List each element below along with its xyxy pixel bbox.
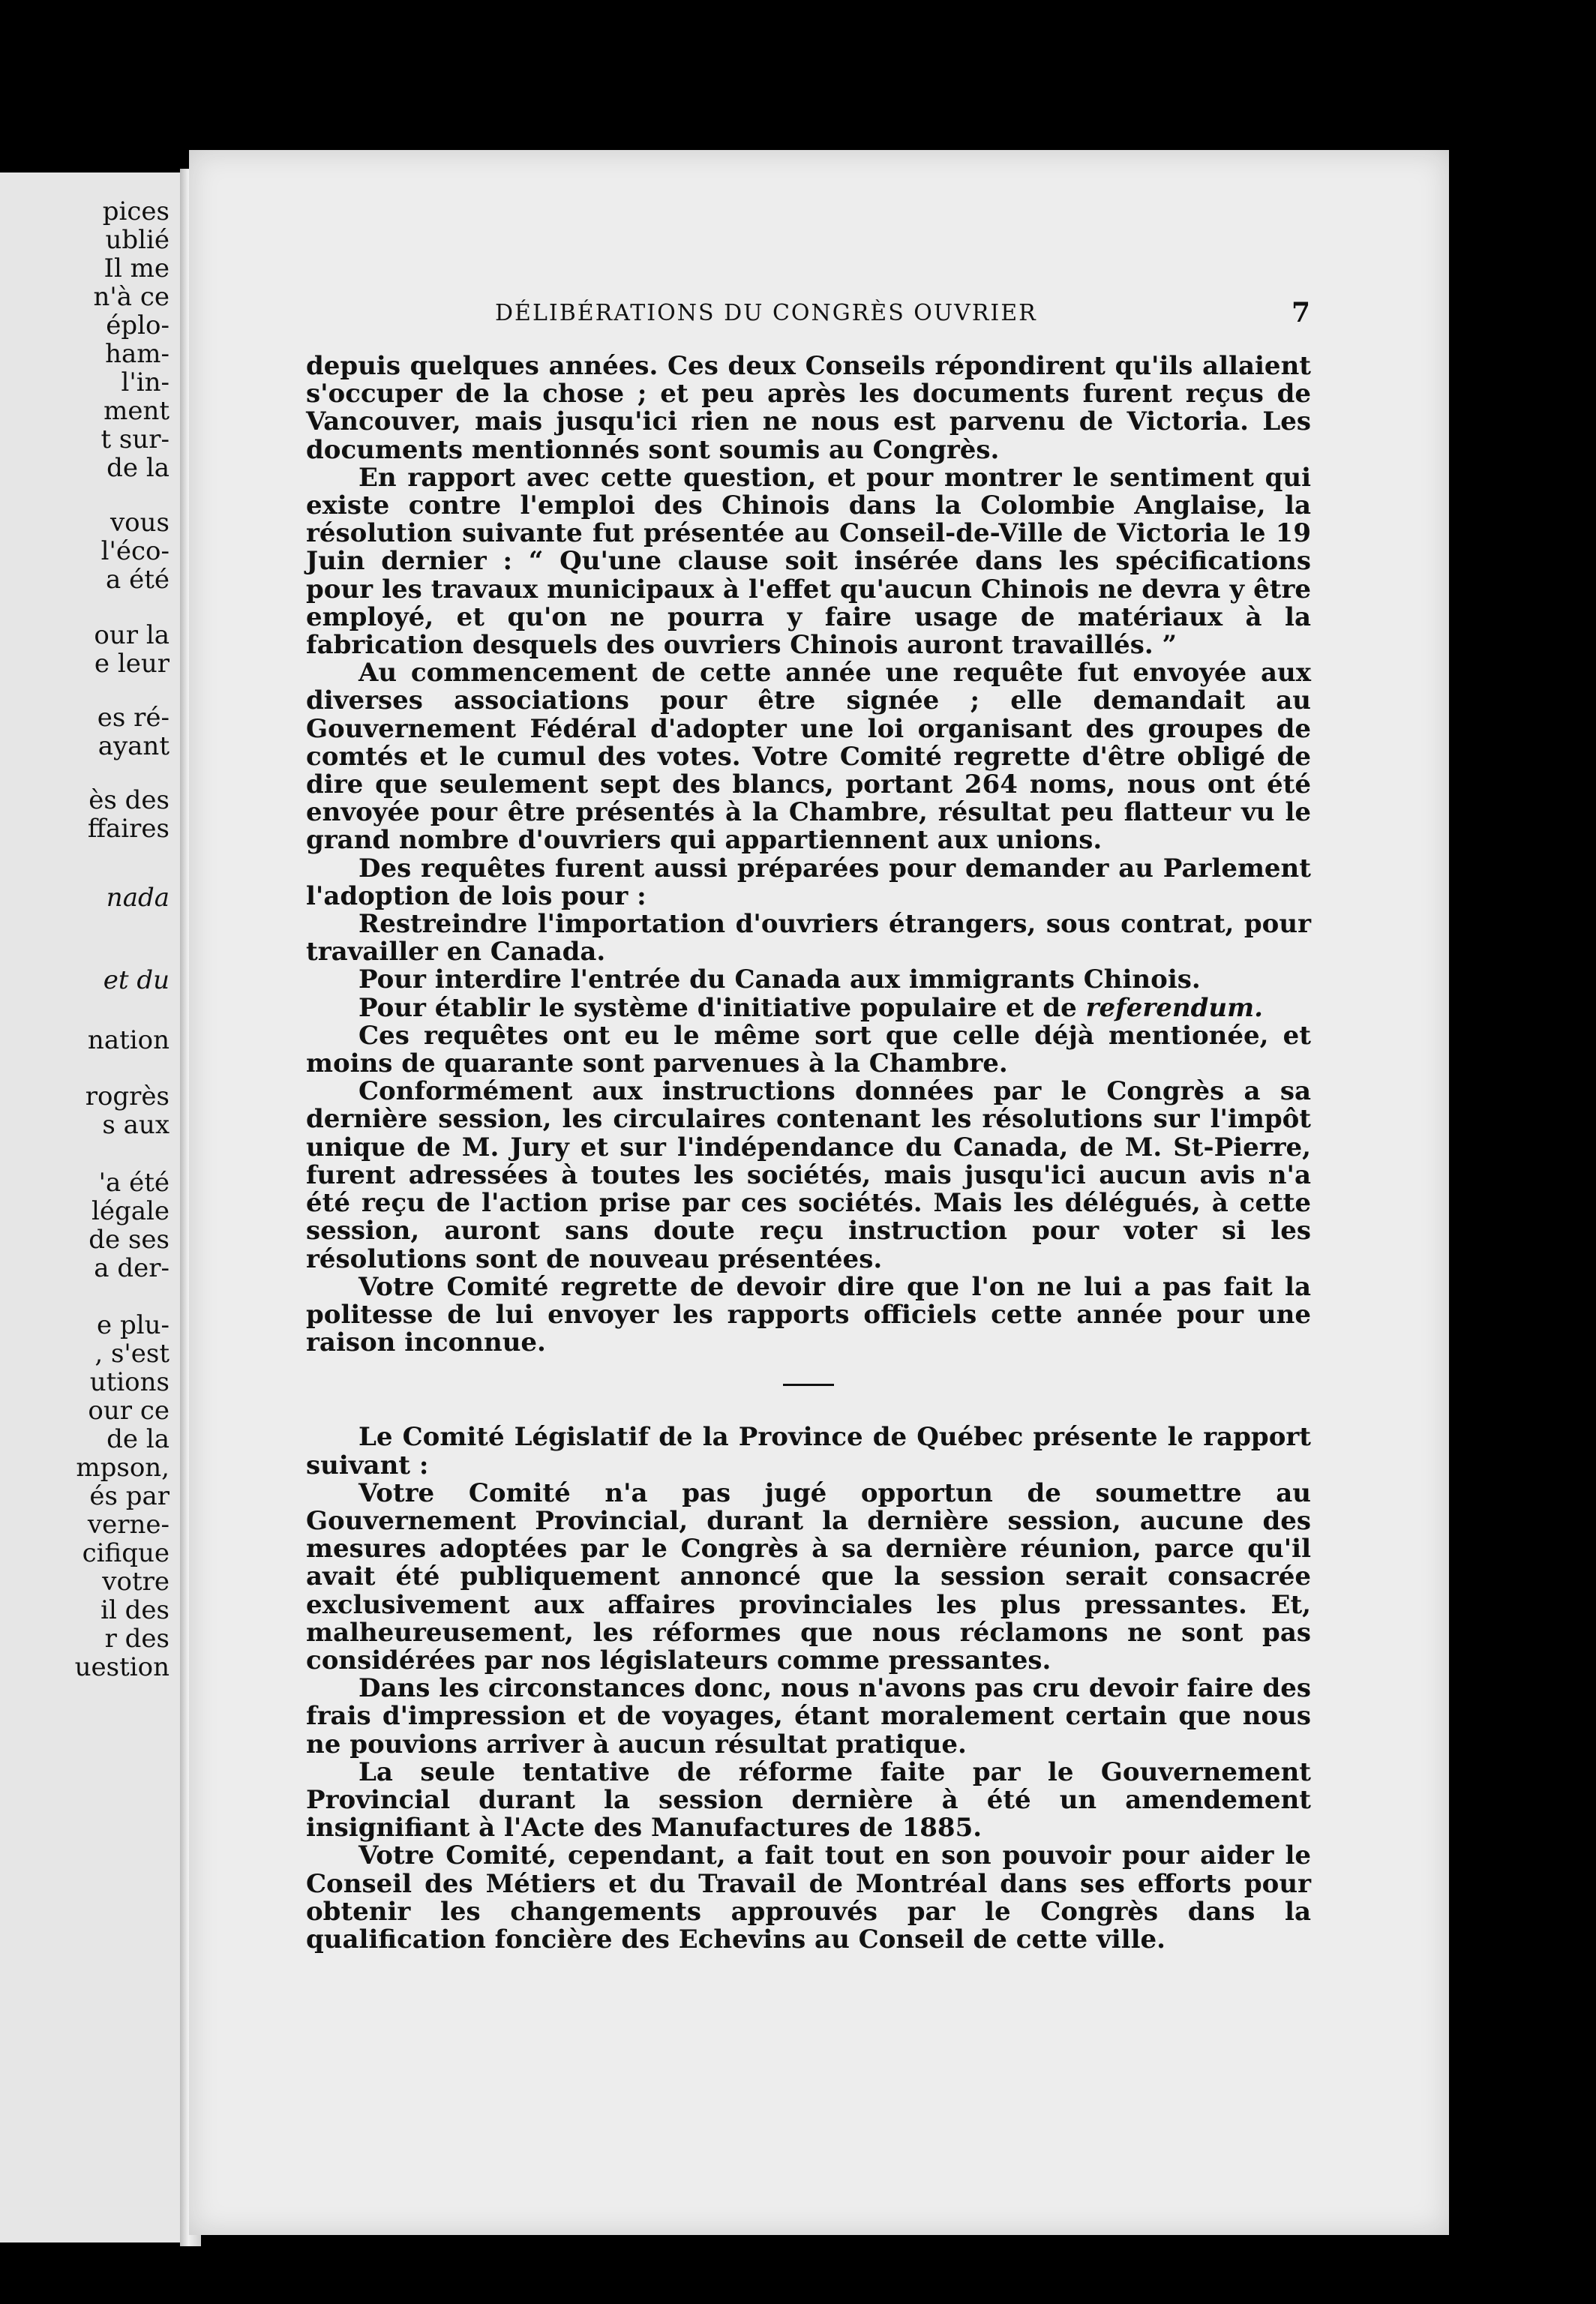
left-page-text-fragment: de la (106, 1424, 170, 1454)
left-page-text-fragment: cifique (82, 1538, 170, 1568)
left-page-text-fragment: e plu- (97, 1310, 170, 1340)
left-page-text-fragment: 'a été (98, 1168, 170, 1198)
left-page-text-fragment: ayant (98, 731, 170, 761)
left-page-text-fragment: rogrès (85, 1082, 170, 1112)
paragraph: Votre Comité n'a pas jugé opportun de soumettre au Gouvernement Provincial, durant la dernière session, aucune des mesures adoptées par le Congrès à sa dernière réunion, parce qu'il avait été publiquement annoncé que la session serait consacrée exclusivement aux affaires provinciales les plus pressantes. Et, malheureusement, les réformes que nous réclamons ne sont pas considérées par nos législateurs comme pressantes. (306, 1478, 1311, 1676)
left-page-text-fragment: verne- (87, 1510, 170, 1540)
left-page-text-fragment: éplo- (106, 310, 170, 340)
paragraph (306, 994, 1311, 1022)
left-page-text-fragment: vous (110, 508, 170, 538)
paragraph: En rapport avec cette question, et pour montrer le sentiment qui existe contre l'emploi des Chinois dans la Colombie Anglaise, la résolution suivante fut présentée au Conseil-de-Ville de Victoria le 19 Juin dernier : “ Qu'une clause soit insérée dans les spécifications pour les travaux municipaux à l'effet qu'aucun Chinois ne devra y être employé, et qu'on ne pourra y faire usage de matériaux à la fabrication desquels des ouvriers Chinois auront travaillés. ” (306, 462, 1311, 661)
emphasis: referendum. (1085, 992, 1263, 1023)
left-page-edge (0, 172, 180, 2242)
left-page-text-fragment: votre (102, 1567, 170, 1597)
left-page-text-fragment: Il me (104, 254, 170, 284)
page-body (306, 352, 1311, 1954)
left-page-text-fragment: l'éco- (100, 536, 170, 566)
paragraph: Au commencement de cette année une requête fut envoyée aux diverses associations pour être signée ; elle demandait au Gouvernement Fédéral d'adopter une loi organisant des groupes de comtés et le cumul des votes. Votre Comité regrette d'être obligé de dire que seulement sept des blancs, portant 264 noms, nous ont été envoyée pour être présentés à la Chambre, résultat peu flatteur vu le grand nombre d'ouvriers qui appartiennent aux unions. (306, 658, 1311, 856)
paragraph: Votre Comité, cependant, a fait tout en son pouvoir pour aider le Conseil des Métiers et du Travail de Montréal dans ses efforts pour obtenir les changements approuvés par le Congrès dans la qualification foncière des Echevins au Conseil de cette ville. (306, 1840, 1311, 1954)
paragraph: depuis quelques années. Ces deux Conseils répondirent qu'ils allaient s'occuper de la chose ; et peu après les documents furent reçus de Vancouver, mais jusqu'ici rien ne nous est parvenu de Victoria. Les documents mentionnés sont soumis au Congrès. (306, 351, 1311, 465)
left-page-text-fragment: ffaires (87, 814, 170, 844)
left-page-text-fragment: pices (102, 196, 170, 226)
left-page-text-fragment: ham- (105, 339, 170, 369)
section-divider (783, 1384, 834, 1386)
left-page-text-fragment: mpson, (76, 1453, 170, 1483)
paragraph: La seule tentative de réforme faite par le Gouvernement Provincial durant la session dernière à été un amendement insignifiant à l'Acte des Manufactures de 1885. (306, 1756, 1311, 1844)
paragraph: Conformément aux instructions données par le Congrès a sa dernière session, les circulaires contenant les résolutions sur l'impôt unique de M. Jury et sur l'indépendance du Canada, de M. St-Pierre, furent adressées à toutes les sociétés, mais jusqu'ici aucun avis n'a été reçu de l'action prise par ces sociétés. Mais les délégués, à cette session, auront sans doute reçu instruction pour voter si les résolutions sont de nouveau présentées. (306, 1076, 1311, 1274)
left-page-text-fragment: t sur- (100, 424, 170, 454)
left-page-text-fragment: de ses (88, 1225, 170, 1255)
paragraph: Le Comité Législatif de la Province de Québec présente le rapport suivant : (306, 1422, 1311, 1480)
left-page-text-fragment: et du (103, 965, 170, 995)
paragraph: Restreindre l'importation d'ouvriers étrangers, sous contrat, pour travailler en Canada. (306, 909, 1311, 968)
paragraph: Des requêtes furent aussi préparées pour demander au Parlement l'adoption de lois pour : (306, 853, 1311, 911)
paragraph: Dans les circonstances donc, nous n'avons pas cru devoir faire des frais d'impression et de voyages, étant moralement certain que nous ne pouvions arriver à aucun résultat pratique. (306, 1673, 1311, 1760)
left-page-text-fragment: utions (89, 1367, 170, 1397)
paragraph: Pour interdire l'entrée du Canada aux immigrants Chinois. (358, 964, 1201, 995)
left-page-text-fragment: our ce (88, 1396, 170, 1426)
left-page-text-fragment: ès des (88, 785, 170, 815)
paragraph: Votre Comité regrette de devoir dire que l'on ne lui a pas fait la politesse de lui envoyer les rapports officiels cette année pour une raison inconnue. (306, 1271, 1311, 1358)
left-page-text-fragment: l'in- (121, 368, 170, 398)
left-page-text-fragment: de la (106, 453, 170, 483)
left-page-text-fragment: és par (89, 1481, 170, 1511)
running-title: DÉLIBÉRATIONS DU CONGRÈS OUVRIER (495, 300, 1037, 326)
left-page-text-fragment: a été (106, 565, 170, 595)
left-page-text-fragment: es ré- (97, 703, 170, 733)
left-page-text-fragment: e leur (94, 649, 170, 679)
paragraph: Ces requêtes ont eu le même sort que celle déjà mentionée, et moins de quarante sont parvenues à la Chambre. (306, 1020, 1311, 1079)
left-page-text-fragment: nada (106, 883, 170, 913)
page-number: 7 (1292, 297, 1311, 328)
left-page-text-fragment: uestion (74, 1652, 170, 1682)
left-page-text-fragment: nation (87, 1025, 170, 1055)
left-page-text-fragment: s aux (102, 1110, 170, 1140)
left-page-text-fragment: il des (100, 1595, 170, 1625)
left-page-text-fragment: légale (91, 1196, 170, 1226)
left-page-text-fragment: our la (94, 620, 170, 650)
left-page-text-fragment: ublié (105, 225, 170, 255)
left-page-text-fragment: , s'est (94, 1339, 170, 1369)
left-page-text-fragment: a der- (94, 1253, 170, 1283)
left-page-text-fragment: r des (104, 1624, 170, 1654)
left-page-text-fragment: ment (104, 396, 170, 426)
left-page-text-fragment: n'à ce (93, 282, 170, 312)
text-span: Pour établir le système d'initiative populaire et de (358, 992, 1086, 1023)
